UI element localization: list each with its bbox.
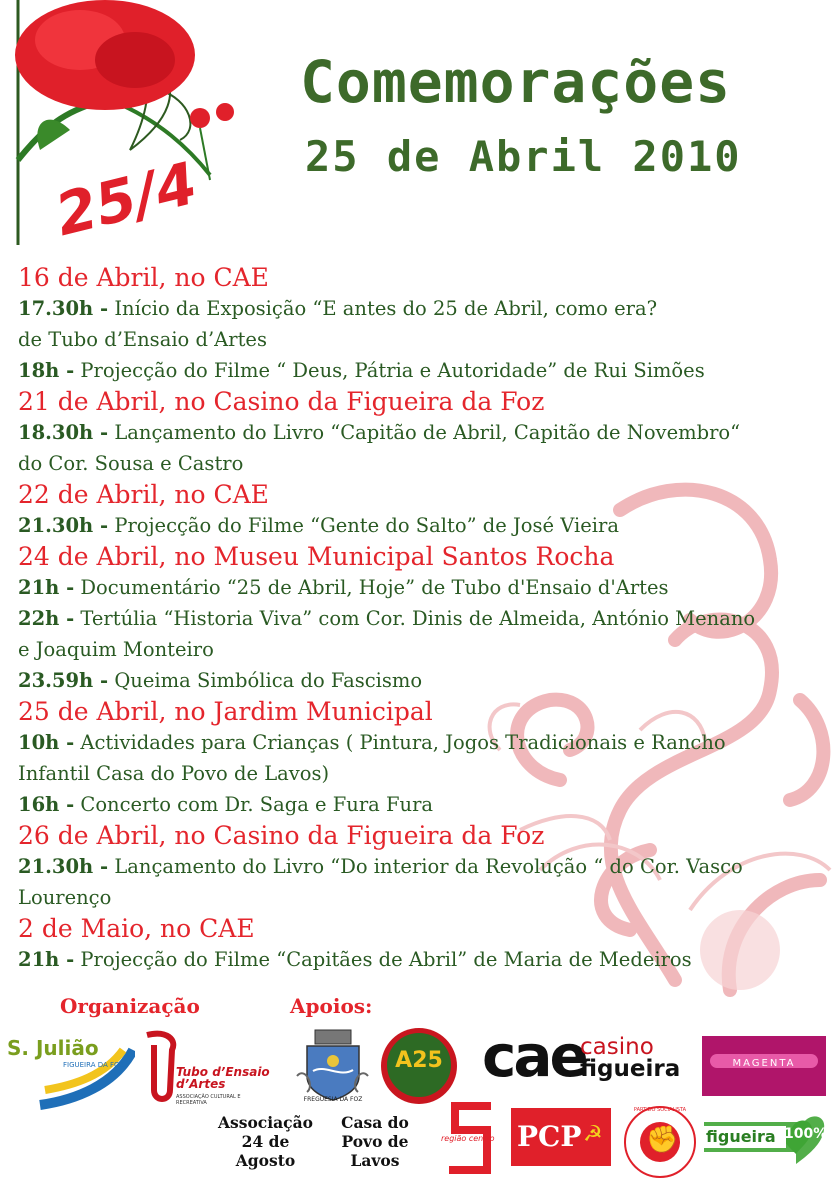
event-line xyxy=(18,355,818,386)
fist-icon: ✊ xyxy=(646,1125,679,1155)
event-date-heading: 24 de Abril, no Museu Municipal Santos Rocha xyxy=(18,542,615,571)
event-time: 16h - xyxy=(18,793,75,816)
page-title: Comemorações xyxy=(300,48,732,116)
event-description: Projecção do Filme “ Deus, Pátria e Autoridade” de Rui Simões xyxy=(74,359,705,382)
event-description: Início da Exposição “E antes do 25 de Abril, como era? xyxy=(108,297,658,320)
event-line: de Tubo d’Ensaio d’Artes xyxy=(18,328,267,351)
event-time: 23.59h - xyxy=(18,669,109,692)
event-line: e Joaquim Monteiro xyxy=(18,638,214,661)
event-description: Tertúlia “Historia Viva” com Cor. Dinis de Almeida, António Menano xyxy=(74,607,756,630)
event-time: 10h - xyxy=(18,731,75,754)
event-line xyxy=(18,727,818,758)
event-line: Infantil Casa do Povo de Lavos) xyxy=(18,762,330,785)
event-description: Queima Simbólica do Fascismo xyxy=(108,669,423,692)
event-line xyxy=(18,293,818,324)
event-line: do Cor. Sousa e Castro xyxy=(18,452,244,475)
event-line xyxy=(18,789,818,820)
event-date-heading: 22 de Abril, no CAE xyxy=(18,480,269,509)
event-line xyxy=(18,944,818,975)
event-date-heading: 25 de Abril, no Jardim Municipal xyxy=(18,697,433,726)
event-line: Lourenço xyxy=(18,886,112,909)
event-description: Projecção do Filme “Gente do Salto” de José Vieira xyxy=(108,514,619,537)
event-time: 21h - xyxy=(18,948,75,971)
event-time: 17.30h - xyxy=(18,297,109,320)
casino-figueira-logo: casino figueira xyxy=(580,1034,681,1082)
organizacao-label: Organização xyxy=(60,994,200,1018)
associacao-caption: Associação 24 de Agosto xyxy=(217,1113,313,1170)
cae-logo: cae xyxy=(482,1022,586,1090)
event-line xyxy=(18,572,818,603)
associacao-25-logo: A25 xyxy=(381,1028,457,1104)
event-line xyxy=(18,510,818,541)
pcp-logo: PCP ☭ xyxy=(511,1108,611,1166)
regiao-centro-logo: região centro xyxy=(441,1098,501,1178)
event-date-heading: 21 de Abril, no Casino da Figueira da Foz xyxy=(18,387,545,416)
event-line xyxy=(18,851,818,882)
event-date-heading: 2 de Maio, no CAE xyxy=(18,914,255,943)
partido-socialista-logo: ✊ PARTIDO SOCIALISTA xyxy=(624,1106,696,1178)
event-description: Lançamento do Livro “Do interior da Revolução “ do Cor. Vasco xyxy=(108,855,743,878)
carnation-emblem xyxy=(10,0,245,250)
event-description: Actividades para Crianças ( Pintura, Jogos Tradicionais e Rancho xyxy=(74,731,726,754)
event-line xyxy=(18,603,818,634)
event-date-heading: 26 de Abril, no Casino da Figueira da Foz xyxy=(18,821,545,850)
event-time: 21h - xyxy=(18,576,75,599)
magenta-logo: MAGENTA xyxy=(702,1036,826,1096)
event-date-heading: 16 de Abril, no CAE xyxy=(18,263,269,292)
hammer-sickle-icon: ☭ xyxy=(583,1122,603,1147)
sjuliao-logo: S. Julião FIGUEIRA DA FOZ xyxy=(5,1030,135,1110)
event-time: 22h - xyxy=(18,607,75,630)
event-time: 18h - xyxy=(18,359,75,382)
apoios-label: Apoios: xyxy=(290,994,373,1018)
event-description: Concerto com Dr. Saga e Fura Fura xyxy=(74,793,434,816)
figueira-100-logo: figueira 100% xyxy=(700,1108,828,1168)
page-subtitle: 25 de Abril 2010 xyxy=(305,132,742,181)
event-description: Documentário “25 de Abril, Hoje” de Tubo d'Ensaio d'Artes xyxy=(74,576,669,599)
program-list xyxy=(18,262,818,975)
tubo-ensaio-logo: Tubo d’Ensaio d’Artes ASSOCIAÇÃO CULTURAL E RECREATIVA xyxy=(140,1030,270,1110)
event-line xyxy=(18,665,818,696)
freguesia-crest: FREGUESIA DA FOZ xyxy=(295,1026,370,1106)
event-description: Lançamento do Livro “Capitão de Abril, Capitão de Novembro“ xyxy=(108,421,741,444)
casa-povo-caption: Casa do Povo de Lavos xyxy=(341,1113,409,1170)
event-time: 21.30h - xyxy=(18,514,109,537)
emblem-text: 25/4 xyxy=(48,148,204,250)
event-description: Projecção do Filme “Capitães de Abril” de Maria de Medeiros xyxy=(74,948,692,971)
event-time: 18.30h - xyxy=(18,421,109,444)
event-line xyxy=(18,417,818,448)
event-time: 21.30h - xyxy=(18,855,109,878)
